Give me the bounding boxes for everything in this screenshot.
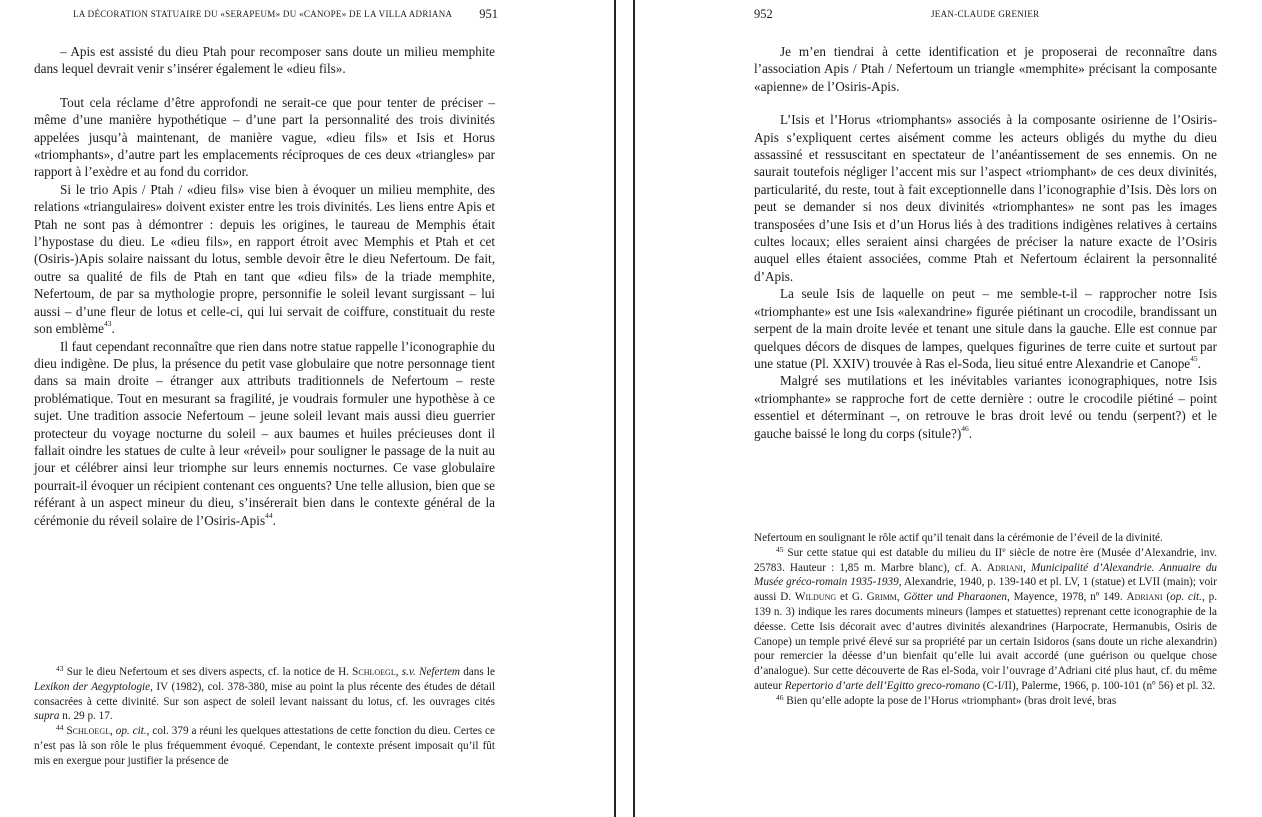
note-ref[interactable]: 46 xyxy=(961,423,969,433)
footnote-44: $^{44}$ Schloegl, op. cit., col. 379 a réuni les quelques attestations de cette fonction du dieu. Certes ce n’est pas là son rôle le plus fréquemment évoqué. Cependant, le contexte présent imposait qu’il fût mis en exergue pour justifier la présence de xyxy=(34,723,495,767)
page-divider xyxy=(614,0,616,817)
paragraph: Si le trio Apis / Ptah / «dieu fils» vise bien à évoquer un milieu memphite, des relations «triangulaires» doivent exister entre les trois divinités. Les liens entre Apis et Ptah ne sont pas à démontrer : depuis les origines, le taureau de Memphis était l’hypostase du dieu. Le «dieu fils», en rapport étroit avec Memphis et Ptah et cet (Osiris-)Apis solaire naissant du lotus, semble devoir être le dieu Nefertoum. De fait, outre sa qualité de fils de Ptah en tant que «dieu fils» de la triade memphite, Nefertoum, de par sa mythologie propre, personnifie le soleil levant surgissant – lui aussi – d’une fleur de lotus et celle-ci, qui lui servait de coiffure, constituait du reste son emblème$^{43}$. xyxy=(34,181,495,337)
paragraph: Tout cela réclame d’être approfondi ne serait-ce que pour tenter de préciser – même d’une manière hypothétique – d’une part la personnalité des trois divinités appelées jusqu’à maintenant, de manière vague, «dieu fils» et Isis et Horus «triomphants», d’autre part les emplacements réciproques de ces deux «triangles» par rapport à l’exèdre et au fond du corridor. xyxy=(34,94,495,180)
paragraph: La seule Isis de laquelle on peut – me semble-t-il – rapprocher notre Isis «triomphante» est une Isis «alexandrine» figurée piétinant un crocodile, brandissant un serpent de la main droite levée et tenant une situle dans la gauche. Elle est connue par quelques décors de disques de lampes, quelques figurines de terre cuite et surtout par une statue (Pl. XXIV) trouvée à Ras el-Soda, lieu situé entre Alexandrie et Canope$^{45}$. xyxy=(754,286,1217,371)
footnotes-left xyxy=(34,665,495,769)
footnotes-right xyxy=(754,531,1217,709)
footnote-45: $^{45}$ Sur cette statue qui est datable du milieu du IIe siècle de notre ère (Musée d’Alexandrie, inv. 25783. Hauteur : 1,85 m. Marbre blanc), cf. A. Adriani, Municipalité d’Alexandrie. Annuaire du Musée gréco-romain 1935-1939, Alexandrie, 1940, p. 139-140 et pl. LV, 1 (statue) et LVII (main); voir aussi D. Wildung et G. Grimm, Götter und Pharaonen, Mayence, 1978, nº 149. Adriani (op. cit., p. 139 n. 3) indique les rares documents mineurs (lampes et statuettes) reprenant cette iconographie de la déesse. Cette Isis décorait avec d’autres divinités alexandrines (Harpocrate, Hermanubis, Osiris de Canope) un temple privé élevé sur sa propriété par un certain Isidoros (sans doute un riche alexandrin) pour remercier la déesse d’un bienfait qu’elle lui avait accordé (une guérison ou quelque chose d’analogue). Sur cette découverte de Ras el-Soda, voir l’ouvrage d’Adriani cité plus haut, cf. du même auteur Repertorio d’arte dell’Egitto greco-romano (C-I/II), Palerme, 1966, p. 100-101 (nº 56) et pl. 32. xyxy=(754,544,1218,692)
running-header-left xyxy=(73,9,498,19)
main-text-left xyxy=(34,43,495,529)
left-page xyxy=(0,0,614,817)
paragraph: L’Isis et l’Horus «triomphants» associés à la composante osirienne de l’Osiris-Apis s’expliquent certes aisément comme les acteurs obligés du mythe du dieu assassiné et ressuscitant en spectateur de l’anéantissement de ses ennemis. On ne saurait toutefois négliger l’accent mis sur l’aspect «triomphant» de ces deux divinités, particularité, du reste, tout à fait exceptionnelle dans l’iconographie d’Isis. Dès lors on peut se demander si nos deux divinités «triomphantes» ne sont pas les images transposées d’une Isis et d’un Horus liés à des traditions indigènes relatives à certains cultes locaux; elles seraient ainsi chargées de préciser la nature exacte de l’Osiris auquel elles étaient associées, comme Ptah et Nefertoum éclairent la personnalité d’Apis. xyxy=(754,112,1217,284)
paragraph: Malgré ses mutilations et les inévitables variantes iconographiques, notre Isis «triomphante» se rapproche fort de cette dernière : outre le crocodile piétiné – point essentiel et déterminant –, on retrouve le bras droit levé ou tendu (serpent?) et le gauche baissé le long du corps (situle?)$^{46}$. xyxy=(754,373,1217,441)
footnote-46: $^{46}$ Bien qu’elle adopte la pose de l’Horus «triomphant» (bras droit levé, bras xyxy=(776,692,1117,707)
right-page xyxy=(636,0,1262,817)
page-number: 951 xyxy=(479,7,498,21)
footnote-44-continued: Nefertoum en soulignant le rôle actif qu’il tenait dans la cérémonie de l’éveil de la divinité. xyxy=(754,532,1163,544)
page-number: 952 xyxy=(754,7,773,21)
paragraph: – Apis est assisté du dieu Ptah pour recomposer sans doute un milieu memphite dans lequel devrait venir s’insérer également le «dieu fils». xyxy=(34,44,495,77)
page-divider xyxy=(633,0,635,817)
note-ref[interactable]: 45 xyxy=(1190,353,1198,363)
paragraph: Je m’en tiendrai à cette identification et je proposerai de reconnaître dans l’association Apis / Ptah / Nefertoum un triangle «memphite» précisant la composante «apienne» de l’Osiris-Apis. xyxy=(754,44,1217,94)
footnote-43: $^{43}$ Sur le dieu Nefertoum et ses divers aspects, cf. la notice de H. Schloegl, s.v. Nefertem dans le Lexikon der Aegyptologie, IV (1982), col. 378-380, mise au point la plus récente des études de détail consacrées à cette divinité. Sur son aspect de soleil levant naissant du lotus, cf. les ouvrages cités supra n. 29 p. 17. xyxy=(34,664,495,723)
running-title: LA DÉCORATION STATUAIRE DU «SERAPEUM» DU «CANOPE» DE LA VILLA ADRIANA xyxy=(73,9,453,19)
note-ref[interactable]: 44 xyxy=(265,510,273,520)
running-author: JEAN-CLAUDE GRENIER xyxy=(931,9,1040,19)
note-ref[interactable]: 43 xyxy=(103,319,112,329)
main-text-right xyxy=(754,43,1217,442)
paragraph: Il faut cependant reconnaître que rien dans notre statue rappelle l’iconographie du dieu indigène. De plus, la présence du petit vase globulaire que notre personnage tient dans sa main droite – étranger aux attributs traditionnels de Nefertoum – reste problématique. Tout en mesurant sa fragilité, je voudrais formuler une hypothèse à ce sujet. Une tradition associe Nefertoum – jeune soleil levant mais aussi dieu guerrier protecteur du voyage nocturne du soleil – aux baumes et huiles précieuses dont il fallait oindre les statues de culte à leur «réveil» pour souligner le passage de la nuit au jour et célébrer ainsi leur triomphe sur leurs ennemis nocturnes. Ce vase globulaire pourrait-il évoquer un récipient contenant ces onguents? Une telle allusion, bien que se référant à un aspect mineur du dieu, s’insérerait bien dans le contexte général de la cérémonie du réveil solaire de l’Osiris-Apis$^{44}$. xyxy=(34,338,495,528)
